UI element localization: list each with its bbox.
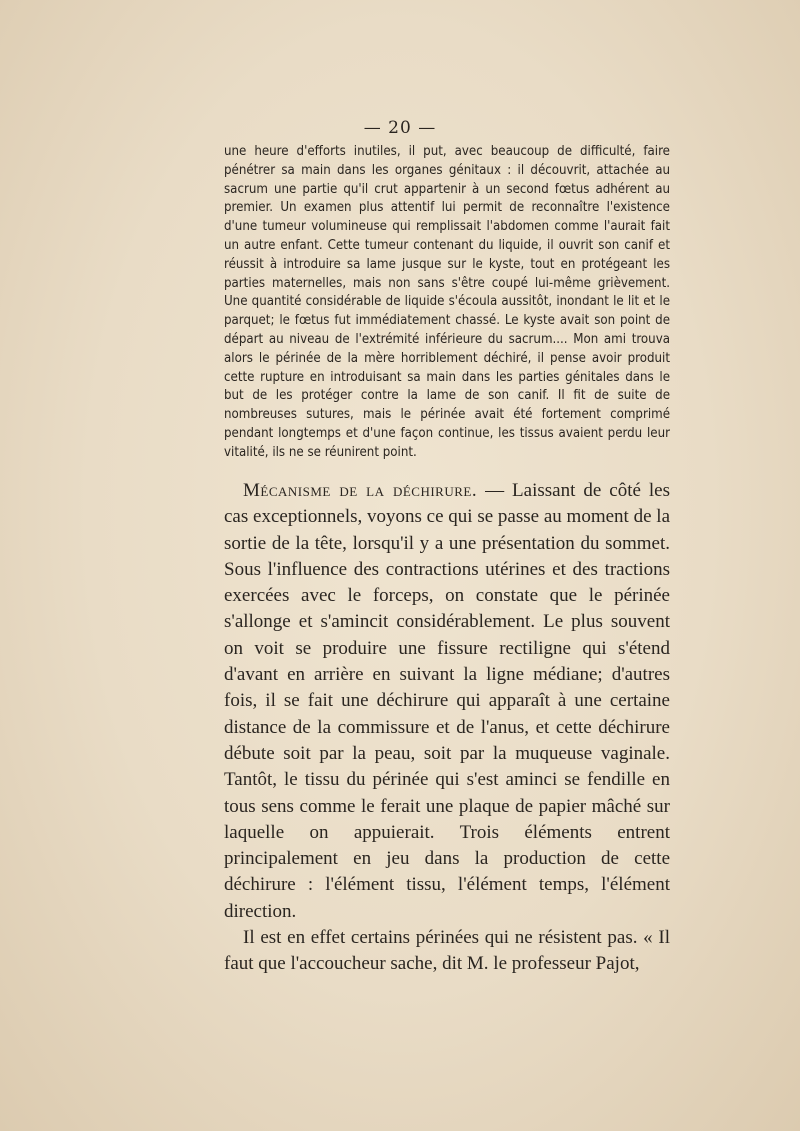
main-text (224, 478, 670, 978)
case-report-text (224, 143, 670, 463)
section-paragraph-text: — Laissant de côté les cas exceptionnels, voyons ce qui se passe au moment de la sortie de la tête, lorsqu'il y a une présentation du sommet. Sous l'influence des contractions utérines et des tractions exercées avec le forceps, on constate que le périnée s'allonge et s'amincit considérablement. Le plus souvent on voit se produire une fissure rectiligne qui s'étend d'avant en arrière en suivant la ligne médiane; d'autres fois, il se fait une déchirure qui apparaît à une certaine distance de la commissure et de l'anus, et cette déchirure débute soit par la peau, soit par la muqueuse vaginale. Tantôt, le tissu du périnée qui s'est aminci se fendille en tous sens comme le ferait une plaque de papier mâché sur laquelle on appuierait. Trois éléments entrent principalement en jeu dans la production de cette déchirure : l'élément tissu, l'élément temps, l'élément direction. (224, 480, 670, 922)
case-paragraph: une heure d'efforts inutiles, il put, avec beaucoup de difficulté, faire pénétrer sa main dans les organes génitaux : il découvrit, attachée au sacrum une partie qu'il crut appartenir à un second fœtus adhérent au premier. Un examen plus attentif lui permit de reconnaître l'existence d'une tumeur volumineuse qui remplissait l'abdomen comme l'aurait fait un autre enfant. Cette tumeur contenant du liquide, il ouvrit son canif et réussit à introduire sa lame jusque sur le kyste, tout en protégeant les parties maternelles, mais non sans s'être coupé lui-même grièvement. Une quantité considérable de liquide s'écoula aussitôt, inondant le lit et le parquet; le fœtus fut immédiatement chassé. Le kyste avait son point de départ au niveau de l'extrémité inférieure du sacrum.... Mon ami trouva alors le périnée de la mère horriblement déchiré, il pense avoir produit cette rupture en introduisant sa main dans les parties génitales dans le but de les protéger contre la lame de son canif. Il fit de suite de nombreuses sutures, mais le périnée avait été fortement comprimé pendant longtemps et d'une façon continue, les tissus avaient perdu leur vitalité, ils ne se réunirent point. (224, 144, 670, 460)
quote-paragraph: Il est en effet certains périnées qui ne résistent pas. « Il faut que l'accoucheur sache, dit M. le professeur Pajot, (224, 927, 670, 975)
mechanism-paragraph (224, 478, 670, 925)
section-heading: Mécanisme de la déchirure. (243, 480, 478, 501)
page-number: — 20 — (363, 118, 437, 138)
